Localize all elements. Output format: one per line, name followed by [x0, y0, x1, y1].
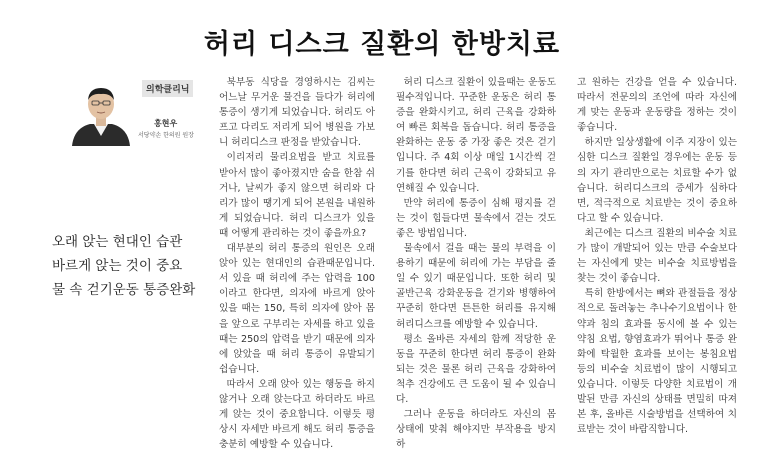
paragraph: 허리 디스크 질환이 있을때는 운동도 필수적입니다. 꾸준한 운동은 허리 통증을 완화시키고, 허리 근육을 강화하여 빠른 회복을 돕습니다. 허리 통증을 완화하는 운동 중 가장 좋은 것은 걷기입니다. 주 4회 이상 매일 1시간씩 걷기를 한다면 허리 근육이 강화되고 유연해질 수 있습니다. — [396, 77, 556, 194]
pull-quote-line: 물 속 걷기운동 통증완화 — [52, 282, 196, 298]
paragraph: 그러나 운동을 하더라도 자신의 몸 상태에 맞춰 해야지만 부작용을 방지하 — [396, 409, 556, 451]
article-column-1 — [219, 75, 375, 452]
writer-title: 서당약손 한의원 원장 — [138, 132, 194, 139]
columnist-box — [56, 78, 196, 148]
headline: 허리 디스크 질환의 한방치료 — [203, 29, 561, 60]
paragraph: 북부동 식당을 경영하시는 김씨는 어느날 무거운 물건을 들다가 허리에 통증이 생기게 되었습니다. 허리도 아프고 다리도 저리게 되어 병원을 가보니 허리디스크 판정을 받았습니다. — [219, 77, 375, 149]
pull-quote-line: 오래 앉는 현대인 습관 — [52, 234, 183, 250]
columnist-portrait — [66, 80, 136, 146]
column-label: 의학클리닉 — [142, 80, 193, 97]
pull-quote — [52, 230, 217, 302]
paragraph: 평소 올바른 자세의 함께 적당한 운동을 꾸준히 한다면 허리 통증이 완화되는 것은 물론 허리 근육을 강화하여 척추 건강에도 큰 도움이 될 수 있습니다. — [396, 333, 556, 405]
article-column-2 — [396, 75, 556, 452]
paragraph: 만약 허리에 통증이 심해 평지를 걷는 것이 힘들다면 물속에서 걷는 것도 좋은 방법입니다. — [396, 197, 556, 239]
paragraph: 고 원하는 건강을 얻을 수 있습니다. 따라서 전문의의 조언에 따라 자신에게 맞는 운동과 운동량을 정하는 것이 좋습니다. — [577, 77, 737, 134]
paragraph: 대부분의 허리 통증의 원인은 오래 앉아 있는 현대인의 습관때문입니다. 서 있을 때 허리에 주는 압력을 100이라고 한다면, 의자에 바르게 앉아 있을 때는 150, 특히 의자에 앉아 몸을 앞으로 구부리는 자세를 하고 있을 때는 250의 압력을 받기 때문에 의자에 앉았을 때 허리 통증이 유발되기 쉽습니다. — [219, 243, 375, 375]
paragraph: 최근에는 디스크 질환의 비수술 치료가 많이 개발되어 있는 만큼 수술보다는 자신에게 맞는 비수술 치료방법을 찾는 것이 좋습니다. — [577, 227, 737, 285]
paragraph: 이리저리 물리요법을 받고 치료를 받아서 많이 좋아졌지만 숨을 한참 쉬거나, 날씨가 좋지 않으면 허리와 다리가 많이 땡기게 되어 본원을 내원하게 되었습니다. 허리 디스크가 있을 때 어떻게 관리하는 것이 좋을까요? — [219, 152, 375, 239]
paragraph: 따라서 오래 앉아 있는 행동을 하지 않거나 오래 앉는다고 하더라도 바르게 앉는 것이 중요합니다. 이렇듯 평상시 자세만 바르게 해도 허리 통증을 충분히 예방할 수 있습니다. — [219, 378, 375, 451]
pull-quote-line: 바르게 앉는 것이 중요 — [52, 258, 183, 274]
paragraph: 하지만 일상생활에 이주 지장이 있는 심한 디스크 질환일 경우에는 운동 등의 자기 관리만으로는 치료할 수가 없습니다. 허리디스크의 증세가 심하다면, 적극적으로 치료받는 것이 중요하다고 할 수 있습니다. — [577, 137, 737, 224]
paragraph: 물속에서 걸을 때는 물의 부력을 이용하기 때문에 허리에 가는 부담을 줄일 수 있기 때문입니다. 또한 허리 및 골반근육 강화운동을 걷기와 병행하여 꾸준히 한다면 튼튼한 허리를 유지해 허리디스크를 예방할 수 있습니다. — [396, 243, 556, 330]
article-column-3 — [577, 75, 737, 437]
paragraph: 특히 한방에서는 뼈와 관절들을 정상적으로 돌려놓는 추나수기요법이나 한약과 침의 효과를 동시에 볼 수 있는 약침 요법, 향염효과가 뛰어나 통증 완화에 탁월한 효과를 보이는 봉침요법 등의 비수술 치료법이 많이 시행되고 있습니다. 이렇듯 다양한 치료법이 개발된 만큼 자신의 상태를 면밀히 따져본 후, 올바른 시술방법을 선택하여 치료받는 것이 바람직합니다. — [577, 288, 737, 436]
writer-name: 홍현우 — [154, 119, 178, 128]
